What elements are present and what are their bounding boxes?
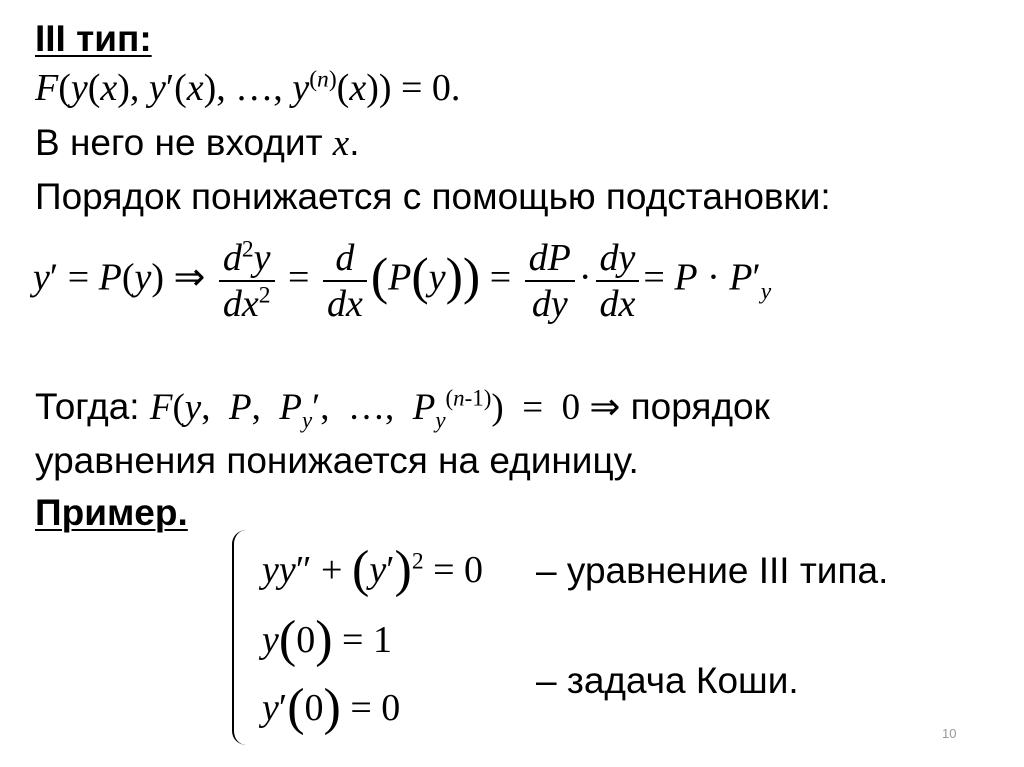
substitution-formula: y′ = P(y) ⇒ $\frac{d^2y}{dx^2}$ = $\frac{d}{dx}$ (P(y)) = $\frac{dP}{dy}$ · $\frac{dy}{dx}$ = $P \cdot P'_y$ [33, 236, 772, 325]
d-dx-fraction: $\frac{d}{dx}$ [323, 236, 367, 326]
system-brace [232, 530, 252, 745]
page-number: 10 [942, 726, 957, 741]
no-x-text: В него не входит [35, 122, 333, 163]
no-x-var: x [332, 123, 350, 164]
second-derivative-fraction: $\frac{d^2y}{dx^2}$ [219, 236, 275, 326]
example-comment-type: – уравнение III типа. [536, 550, 889, 591]
dy-dx-fraction: $\frac{dy}{dx}$ [596, 236, 640, 326]
implies-arrow: ⇒ [589, 387, 621, 428]
system-eq-3: y′(0) = 0 [262, 679, 401, 736]
system-eq-2: y(0) = 1 [262, 611, 392, 668]
then-formula: F(y, P, $P_y'$, …, $P_y^{(n-1)}) = 0$ [149, 385, 590, 433]
general-equation: F(y(x), y′(x), …, $y^{(n)}(x)) = 0$. [35, 66, 461, 109]
example-title: Пример. [35, 492, 188, 533]
then-line-2: уравнения понижается на единицу. [35, 440, 639, 481]
no-x-period: . [349, 122, 360, 163]
substitution-text: Порядок понижается с помощью подстановки: [35, 176, 831, 217]
then-suffix: порядок [620, 386, 770, 427]
slide-title: III тип: [35, 18, 152, 59]
no-x-line [35, 122, 360, 165]
system-eq-1: $yy'' + (y')^2 = 0$ [262, 541, 484, 598]
then-prefix: Тогда: [35, 386, 150, 427]
example-comment-cauchy: – задача Коши. [536, 660, 799, 701]
dp-dy-fraction: $\frac{dP}{dy}$ [525, 236, 575, 326]
then-line [35, 385, 770, 433]
